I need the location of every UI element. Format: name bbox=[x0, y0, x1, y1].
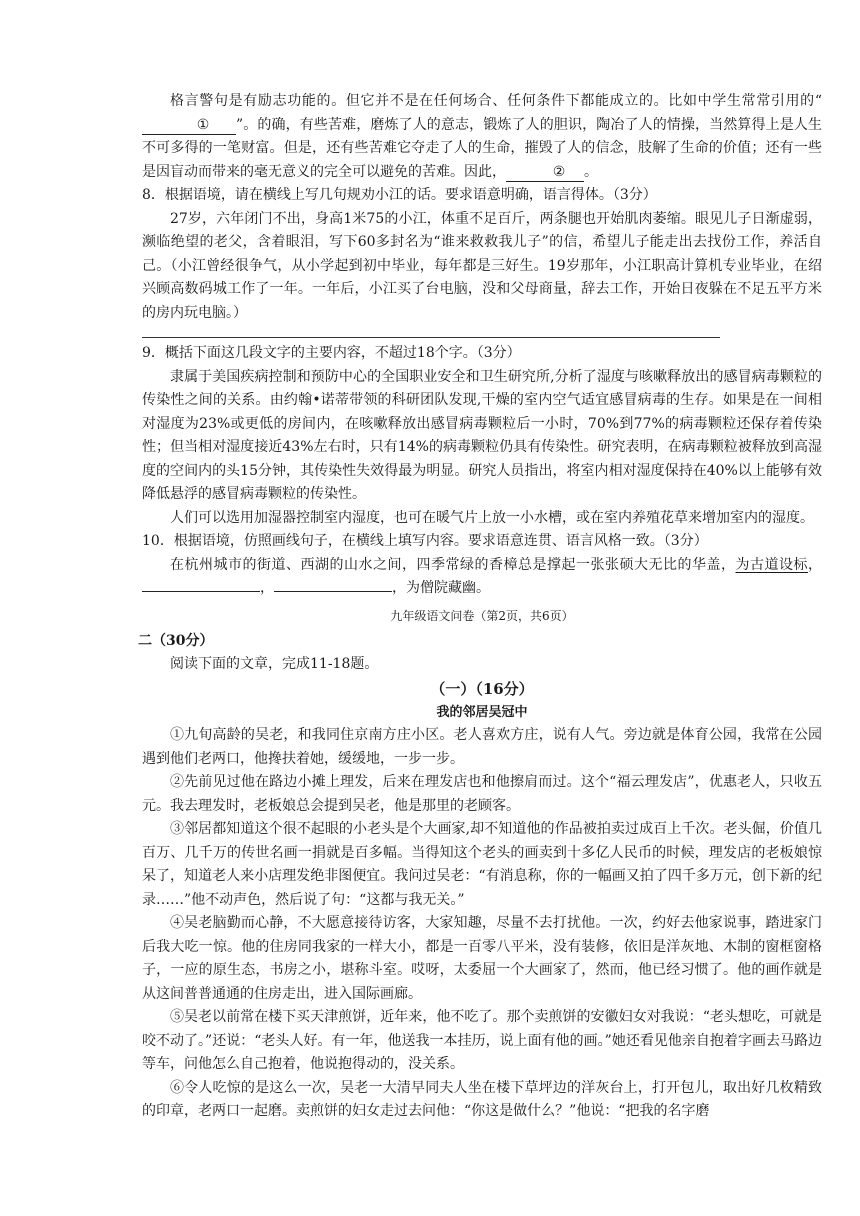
question-8-answer-line[interactable] bbox=[142, 337, 720, 338]
article-paragraph-1: ①九旬高龄的吴老，和我同住京南方庄小区。老人喜欢方庄，说有人气。旁边就是体育公园，我常在公园遇到他们老两口，他搀扶着她，缓缓地，一步一步。 bbox=[142, 727, 822, 767]
question-10-passage bbox=[142, 554, 822, 601]
blank-2-marker: ② bbox=[552, 163, 566, 180]
motto-text-3: 。 bbox=[584, 163, 598, 180]
question-8-prompt: 8．根据语境，请在横线上写几句规劝小江的话。要求语意明确，语言得体。（3分） bbox=[142, 187, 657, 203]
motto-text-1: 格言警句是有励志功能的。但它并不是在任何场合、任何条件下都能成立的。比如中学生常常引用的“ bbox=[170, 93, 822, 109]
q10-sep-1: ， bbox=[808, 556, 822, 573]
part-1-title: （一）（16分） bbox=[430, 680, 534, 698]
section-2-instruction: 阅读下面的文章，完成11-18题。 bbox=[170, 655, 379, 672]
article-title: 我的邻居吴冠中 bbox=[436, 705, 528, 720]
motto-text-2: ”。的确，有些苦难，磨炼了人的意志，锻炼了人的胆识，陶冶了人的情操，当然算得上是人生不可多得的一笔财富。但是，还有些苦难它夺走了人的生命，摧毁了人的信念，肢解了生命的价值；还有一些是因盲动而带来的毫无意义的完全可以避免的苦难。因此， bbox=[142, 116, 822, 180]
article-paragraph-3: ③邻居都知道这个很不起眼的小老头是个大画家,却不知道他的作品被拍卖过成百上千次。老头倔，价值几百万、几千万的传世名画一捐就是百多幅。当得知这个老头的画卖到十多亿人民币的时候，理发店的老板娘惊呆了，知道老人来小店理发绝非图便宜。我问过吴老：“有消息称，你的一幅画又拍了四千多万元，创下新的纪录……”他不动声色，然后说了句：“这都与我无关。” bbox=[142, 821, 822, 908]
q10-blank-2[interactable] bbox=[274, 591, 392, 592]
answer-blank-2[interactable] bbox=[506, 164, 584, 182]
q10-text-after: ，为僧院藏幽。 bbox=[392, 580, 490, 596]
question-9-paragraph-2: 人们可以选用加湿器控制室内湿度，也可在暖气片上放一小水槽，或在室内养殖花草来增加室内的湿度。 bbox=[170, 509, 814, 526]
question-9-prompt: 9．概括下面这几段文字的主要内容，不超过18个字。（3分） bbox=[142, 345, 521, 361]
q10-underlined-phrase: 为古道设标 bbox=[735, 556, 808, 573]
question-8-passage: 27岁，六年闭门不出，身高1米75的小江，体重不足百斤，两条腿也开始肌肉萎缩。眼见儿子日渐虚弱，濒临绝望的老父，含着眼泪，写下60多封名为“谁来救救我儿子”的信，希望儿子能走出去找份工作，养活自己。（小江曾经很争气，从小学起到初中毕业，每年都是三好生。19岁那年，小江职高计算机专业毕业，在绍兴顾高数码城工作了一年。一年后，小江买了台电脑，没和父母商量，辞去工作，开始日夜躲在不足五平方米的房内玩电脑。） bbox=[142, 210, 822, 321]
q10-sep-2: ， bbox=[260, 580, 274, 596]
question-10-prompt: 10．根据语境，仿照画线句子，在横线上填写内容。要求语意连贯、语言风格一致。（3分） bbox=[142, 533, 708, 549]
article-paragraph-4: ④吴老脑勤而心静，不大愿意接待访客，大家知趣，尽量不去打扰他。一次，约好去他家说事，踏进家门后我大吃一惊。他的住房同我家的一样大小，都是一百零八平米，没有装修，依旧是洋灰地、木制的窗框窗格子，一应的原生态，书房之小，堪称斗室。哎呀，太委屈一个大画家了，然而，他已经习惯了。他的画作就是从这间普普通通的住房走出，进入国际画廊。 bbox=[142, 915, 822, 1002]
section-2-heading: 二（30分） bbox=[138, 632, 214, 649]
answer-blank-1[interactable] bbox=[142, 117, 236, 135]
article-paragraph-6: ⑥令人吃惊的是这么一次，吴老一大清早同夫人坐在楼下草坪边的洋灰台上，打开包儿，取出好几枚精致的印章，老两口一起磨。卖煎饼的妇女走过去问他：“你这是做什么？”他说：“把我的名字磨 bbox=[142, 1079, 822, 1119]
article-paragraph-2: ②先前见过他在路边小摊上理发，后来在理发店也和他擦肩而过。这个“福云理发店”，优惠老人，只收五元。我去理发时，老板娘总会提到吴老，他是那里的老顾客。 bbox=[142, 774, 822, 814]
page-footer: 九年级语文问卷（第2页，共6页） bbox=[390, 608, 574, 623]
motto-paragraph bbox=[142, 90, 822, 184]
q10-blank-1[interactable] bbox=[142, 591, 260, 592]
blank-1-marker: ① bbox=[196, 116, 210, 133]
question-9-paragraph-1: 隶属于美国疾病控制和预防中心的全国职业安全和卫生研究所,分析了湿度与咳嗽释放出的感冒病毒颗粒的传染性之间的关系。由约翰•诺蒂带领的科研团队发现,干燥的室内空气适宜感冒病毒的生存。如果是在一间相对湿度为23%或更低的房间内，在咳嗽释放出感冒病毒颗粒后一小时，70%到77%的病毒颗粒还保存着传染性；但当相对湿度接近43%左右时，只有14%的病毒颗粒仍具有传染性。研究表明，在病毒颗粒被释放到高湿度的空间内的头15分钟，其传染性失效得最为明显。研究人员指出，将室内相对湿度保持在40%以上能够有效降低悬浮的感冒病毒颗粒的传染性。 bbox=[142, 368, 822, 502]
article-paragraph-5: ⑤吴老以前常在楼下买天津煎饼，近年来，他不吃了。那个卖煎饼的安徽妇女对我说：“老头想吃，可就是咬不动了。”还说：“老头人好。有一年，他送我一本挂历，说上面有他的画。”她还看见他亲自抱着字画去马路边等车，问他怎么自己抱着，他说抱得动的，没关系。 bbox=[142, 1009, 822, 1072]
exam-page bbox=[138, 90, 822, 1124]
q10-text-before: 在杭州城市的街道、西湖的山水之间，四季常绿的香樟总是撑起一张张硕大无比的华盖， bbox=[170, 556, 736, 573]
